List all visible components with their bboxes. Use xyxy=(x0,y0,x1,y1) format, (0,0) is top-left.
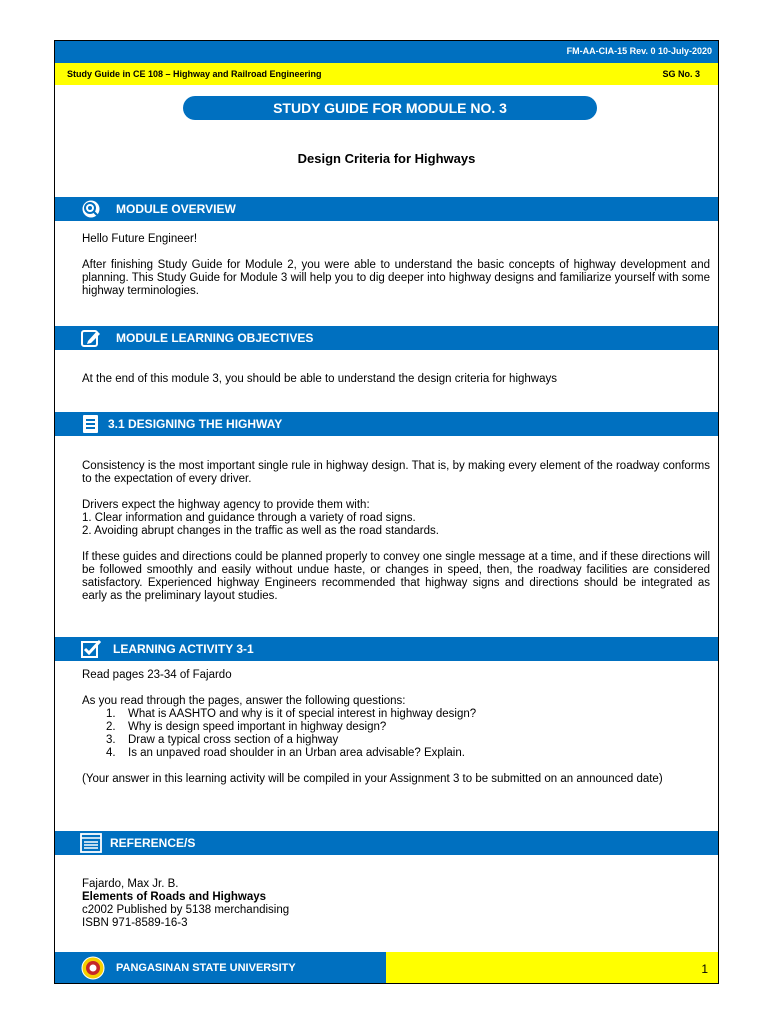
list-item: 2. Why is design speed important in highway design? xyxy=(106,721,387,733)
designing-expectations-intro: Drivers expect the highway agency to provide them with: xyxy=(82,499,370,511)
page-number: 1 xyxy=(701,962,708,976)
course-header-bar xyxy=(55,63,718,85)
designing-expectation-item: 1. Clear information and guidance through a variety of road signs. xyxy=(82,512,416,524)
list-item: 4. Is an unpaved road shoulder in an Urban area advisable? Explain. xyxy=(106,747,465,759)
activity-intro: As you read through the pages, answer the following questions: xyxy=(82,695,406,707)
greeting: Hello Future Engineer! xyxy=(82,233,198,245)
top-header-bar xyxy=(55,41,718,63)
question-list xyxy=(82,708,710,760)
overview-content xyxy=(82,233,710,298)
browser-window-icon xyxy=(80,833,102,853)
university-name: PANGASINAN STATE UNIVERSITY xyxy=(116,962,296,974)
document-icon xyxy=(80,414,102,434)
study-guide-number: SG No. 3 xyxy=(662,69,700,79)
activity-note: (Your answer in this learning activity will be compiled in your Assignment 3 to be submitted on an announced date) xyxy=(82,773,663,785)
objectives-content xyxy=(82,373,710,386)
section-heading: REFERENCE/S xyxy=(110,836,196,850)
section-heading: 3.1 DESIGNING THE HIGHWAY xyxy=(108,417,283,431)
activity-content xyxy=(82,669,710,786)
designing-paragraph-3: If these guides and directions could be planned properly to convey one single message at a time, and if these directions will be followed smoothly and easily without undue haste, or changes in speed, then, the roadway facilities are considered satisfactory. Experienced highway Engineers recommended that highway signs and directions should be integrated as early as the preliminary layout studies. xyxy=(82,551,710,602)
activity-reading: Read pages 23-34 of Fajardo xyxy=(82,669,232,681)
section-header-objectives xyxy=(55,326,718,350)
section-header-overview xyxy=(55,197,718,221)
edit-icon xyxy=(80,328,102,348)
designing-expectation-item: 2. Avoiding abrupt changes in the traffic as well as the road standards. xyxy=(82,525,439,537)
overview-paragraph: After finishing Study Guide for Module 2, you were able to understand the basic concepts of highway development and planning. This Study Guide for Module 3 will help you to dig deeper into highway designs and familiarize yourself with some highway terminologies. xyxy=(82,259,710,297)
section-heading: MODULE LEARNING OBJECTIVES xyxy=(116,331,314,345)
references-content xyxy=(82,878,710,930)
objectives-text: At the end of this module 3, you should be able to understand the design criteria for highways xyxy=(82,373,557,385)
module-title-banner: STUDY GUIDE FOR MODULE NO. 3 xyxy=(183,96,597,120)
magnifier-icon xyxy=(80,199,102,219)
designing-paragraph-1: Consistency is the most important single rule in highway design. That is, by making every element of the roadway conforms to the expectation of every driver. xyxy=(82,460,710,485)
page-title: Design Criteria for Highways xyxy=(297,151,476,166)
reference-author: Fajardo, Max Jr. B. xyxy=(82,878,179,890)
footer-university-band xyxy=(55,952,386,984)
section-heading: MODULE OVERVIEW xyxy=(116,202,236,216)
checkbox-icon xyxy=(80,639,102,659)
designing-content xyxy=(82,460,710,603)
section-header-designing xyxy=(55,412,718,436)
page-frame xyxy=(54,40,719,984)
list-item: 1. What is AASHTO and why is it of special interest in highway design? xyxy=(106,708,477,720)
reference-book-title: Elements of Roads and Highways xyxy=(82,891,267,903)
form-code: FM-AA-CIA-15 Rev. 0 10-July-2020 xyxy=(566,46,712,56)
reference-publisher: c2002 Published by 5138 merchandising xyxy=(82,904,290,916)
list-item: 3. Draw a typical cross section of a highway xyxy=(106,734,339,746)
reference-isbn: ISBN 971-8589-16-3 xyxy=(82,917,188,929)
footer-page-band xyxy=(386,952,719,984)
course-title: Study Guide in CE 108 – Highway and Railroad Engineering xyxy=(67,69,322,79)
section-header-activity xyxy=(55,637,718,661)
section-header-references xyxy=(55,831,718,855)
section-heading: LEARNING ACTIVITY 3-1 xyxy=(113,642,254,656)
university-seal-icon xyxy=(81,956,105,980)
